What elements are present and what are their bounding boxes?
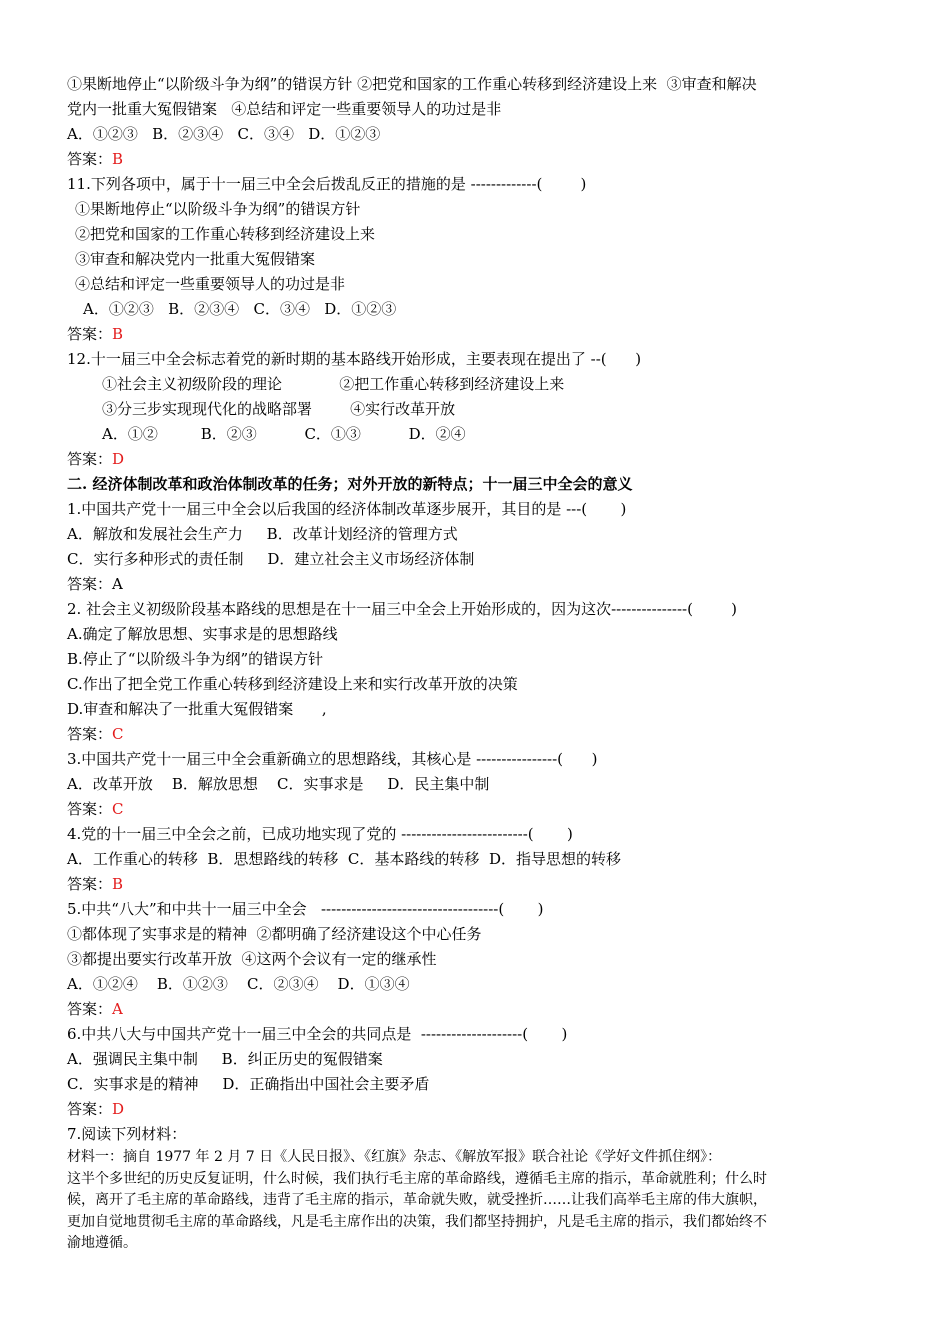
- section-heading: 二. 经济体制改革和政治体制改革的任务；对外开放的新特点；十一届三中全会的意义: [67, 475, 633, 493]
- text-line: C.作出了把全党工作重心转移到经济建设上来和实行改革开放的决策: [67, 675, 518, 693]
- text-line: A．①②④ B．①②③ C．②③④ D．①③④: [67, 975, 410, 993]
- answer-line: [67, 797, 897, 822]
- text-line: B.停止了“以阶级斗争为纲”的错误方针: [67, 650, 324, 668]
- answer-line: [67, 447, 897, 472]
- text-line: ①果断地停止“以阶级斗争为纲”的错误方针: [75, 200, 361, 218]
- text-line: A．①②③ B．②③④ C．③④ D．①②③: [67, 125, 381, 143]
- answer-line: [67, 722, 897, 747]
- answer-line: [67, 572, 897, 597]
- text-line: 11.下列各项中，属于十一届三中全会后拨乱反正的措施的是 -------------( ): [67, 175, 587, 193]
- answer-line: [67, 872, 897, 897]
- material-line: 材料一：摘自 1977 年 2 月 7 日《人民日报》、《红旗》杂志、《解放军报》联合社论《学好文件抓住纲》：: [67, 1149, 722, 1165]
- text-line: 党内一批重大冤假错案 ④总结和评定一些重要领导人的功过是非: [67, 100, 502, 118]
- text-line: ③分三步实现现代化的战略部署 ④实行改革开放: [102, 400, 456, 418]
- text-line: D.审查和解决了一批重大冤假错案 ,: [67, 700, 327, 718]
- answer-label: 答案：: [67, 875, 113, 893]
- text-line: C．实行多种形式的责任制 D．建立社会主义市场经济体制: [67, 550, 475, 568]
- text-line: ①果断地停止“以阶级斗争为纲”的错误方针 ②把党和国家的工作重心转移到经济建设上来 ③审查和解决: [67, 75, 757, 93]
- answer-label: 答案：: [67, 450, 113, 468]
- text-line: A.确定了解放思想、实事求是的思想路线: [67, 625, 338, 643]
- text-line: ①都体现了实事求是的精神 ②都明确了经济建设这个中心任务: [67, 925, 482, 943]
- text-line: 5.中共“八大”和中共十一届三中全会 -----------------------------------( ): [67, 900, 544, 918]
- text-line: 1.中国共产党十一届三中全会以后我国的经济体制改革逐步展开，其目的是 ---( ): [67, 500, 627, 518]
- answer-line: [67, 997, 897, 1022]
- text-line: ②把党和国家的工作重心转移到经济建设上来: [75, 225, 376, 243]
- text-line: 4.党的十一届三中全会之前，已成功地实现了党的 -------------------------( ): [67, 825, 573, 843]
- answer-label: 答案：: [67, 1000, 113, 1018]
- material-line: 渝地遵循。: [67, 1235, 137, 1251]
- text-line: A．强调民主集中制 B．纠正历史的冤假错案: [67, 1050, 383, 1068]
- text-line: 2. 社会主义初级阶段基本路线的思想是在十一届三中全会上开始形成的，因为这次---------------( ): [67, 600, 737, 618]
- question-list: [67, 72, 897, 1147]
- answer-value: A: [112, 1000, 123, 1018]
- answer-label: 答案：: [67, 725, 113, 743]
- text-line: ③审查和解决党内一批重大冤假错案: [75, 250, 316, 268]
- reading-material: [67, 1147, 897, 1255]
- text-line: ③都提出要实行改革开放 ④这两个会议有一定的继承性: [67, 950, 437, 968]
- text-line: A．①②③ B．②③④ C．③④ D．①②③: [83, 300, 397, 318]
- text-line: 12.十一届三中全会标志着党的新时期的基本路线开始形成，主要表现在提出了 --( ): [67, 350, 642, 368]
- answer-value: B: [112, 875, 124, 893]
- answer-line: [67, 322, 897, 347]
- text-line: A．解放和发展社会生产力 B．改革计划经济的管理方式: [67, 525, 458, 543]
- text-line: 6.中共八大与中国共产党十一届三中全会的共同点是 --------------------( ): [67, 1025, 568, 1043]
- text-line: 7.阅读下列材料：: [67, 1125, 187, 1143]
- answer-value: C: [112, 725, 124, 743]
- answer-label: 答案：: [67, 150, 113, 168]
- text-line: ④总结和评定一些重要领导人的功过是非: [75, 275, 346, 293]
- text-line: A．①② B．②③ C．①③ D．②④: [102, 425, 466, 443]
- answer-label: 答案：: [67, 575, 113, 593]
- answer-value: D: [112, 450, 125, 468]
- answer-label: 答案：: [67, 800, 113, 818]
- answer-line: [67, 1097, 897, 1122]
- answer-line: [67, 147, 897, 172]
- answer-value: B: [112, 325, 124, 343]
- text-line: 3.中国共产党十一届三中全会重新确立的思想路线，其核心是 ----------------( ): [67, 750, 598, 768]
- answer-label: 答案：: [67, 1100, 113, 1118]
- material-line: 这半个多世纪的历史反复证明，什么时候，我们执行毛主席的革命路线，遵循毛主席的指示，革命就胜利；什么时: [67, 1170, 767, 1187]
- answer-value: A: [112, 575, 123, 593]
- answer-value: C: [112, 800, 124, 818]
- answer-value: B: [112, 150, 124, 168]
- text-line: A．工作重心的转移 B．思想路线的转移 C．基本路线的转移 D．指导思想的转移: [67, 850, 621, 868]
- document-page: [67, 72, 897, 1255]
- material-line: 候，离开了毛主席的革命路线，违背了毛主席的指示，革命就失败，就受挫折……让我们高举毛主席的伟大旗帜，: [67, 1192, 767, 1208]
- answer-value: D: [112, 1100, 125, 1118]
- text-line: A．改革开放 B．解放思想 C．实事求是 D．民主集中制: [67, 775, 490, 793]
- text-line: ①社会主义初级阶段的理论 ②把工作重心转移到经济建设上来: [102, 375, 565, 393]
- material-line: 更加自觉地贯彻毛主席的革命路线，凡是毛主席作出的决策，我们都坚持拥护，凡是毛主席的指示，我们都始终不: [67, 1213, 767, 1230]
- answer-label: 答案：: [67, 325, 113, 343]
- text-line: C．实事求是的精神 D．正确指出中国社会主要矛盾: [67, 1075, 430, 1093]
